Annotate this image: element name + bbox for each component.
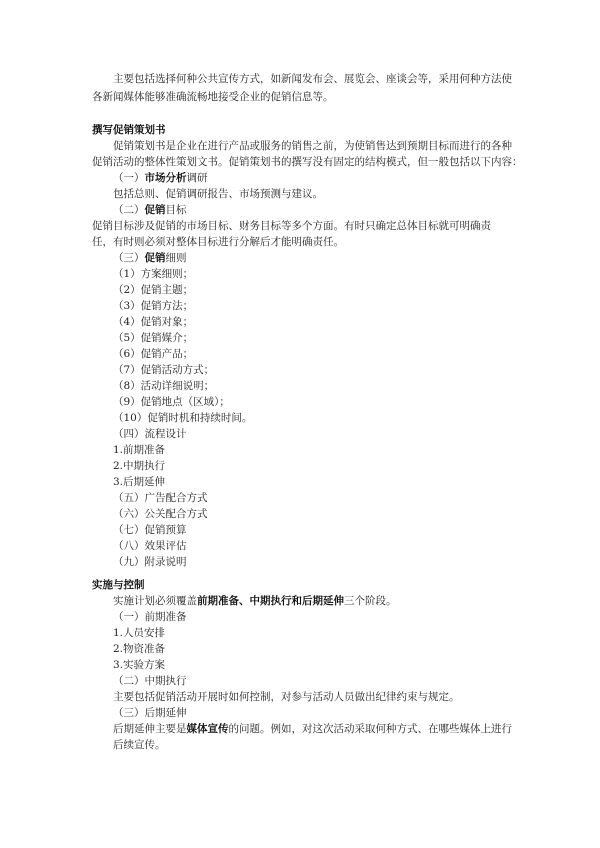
process-phase-item: 2.中期执行 (113, 460, 166, 472)
subsection-market-analysis: （一）市场分析调研 (113, 172, 208, 184)
subsection-execution: （二）中期执行 (113, 675, 187, 687)
implementation-intro: 实施计划必须覆盖前期准备、中期执行和后期延伸三个阶段。 (113, 595, 397, 607)
section-heading-implementation: 实施与控制 (92, 579, 145, 591)
extension-desc-1: 后期延伸主要是媒体宣传的问题。例如，对这次活动采取何种方式、在哪些媒体上进行 (113, 723, 512, 735)
intro-line-2: 各新闻媒体能够准确流畅地接受企业的促销信息等。 (92, 91, 334, 103)
rules-list-item: （1）方案细则； (113, 268, 194, 280)
subsection-pr: （六）公关配合方式 (113, 508, 208, 520)
preparation-item: 2.物资准备 (113, 643, 166, 655)
proposal-para-line-1: 促销策划书是企业在进行产品或服务的销售之前，为使销售达到预期目标而进行的各种 (113, 140, 512, 152)
subsection-advertising: （五）广告配合方式 (113, 492, 208, 504)
rules-list-item: （8）活动详细说明； (113, 380, 215, 392)
promotion-goal-desc-2: 任，有时则必须对整体目标进行分解后才能明确责任。 (92, 236, 344, 248)
subsection-evaluation: （八）效果评估 (113, 540, 187, 552)
rules-list-item: （10）促销时机和持续时间。 (113, 412, 253, 424)
rules-list-item: （4）促销对象； (113, 316, 194, 328)
intro-line-1: 主要包括选择何种公共宣传方式，如新闻发布会、展览会、座谈会等，采用何种方法使 (113, 73, 512, 85)
rules-list-item: （6）促销产品； (113, 348, 194, 360)
rules-list-item: （2）促销主题； (113, 284, 194, 296)
subsection-budget: （七）促销预算 (113, 524, 187, 536)
subsection-preparation: （一）前期准备 (113, 611, 187, 623)
subsection-appendix: （九）附录说明 (113, 556, 187, 568)
extension-desc-2: 后续宣传。 (113, 739, 166, 751)
rules-list-item: （9）促销地点（区域）； (113, 396, 230, 408)
rules-list-item: （5）促销媒介； (113, 332, 194, 344)
rules-list-item: （7）促销活动方式； (113, 364, 215, 376)
market-analysis-desc: 包括总则、促销调研报告、市场预测与建议。 (113, 188, 323, 200)
process-phase-item: 3.后期延伸 (113, 476, 166, 488)
preparation-item: 3.实验方案 (113, 659, 166, 671)
section-heading-proposal: 撰写促销策划书 (92, 124, 166, 136)
subsection-process-design: （四）流程设计 (113, 428, 187, 440)
process-phase-item: 1.前期准备 (113, 444, 166, 456)
rules-list-item: （3）促销方法； (113, 300, 194, 312)
preparation-item: 1.人员安排 (113, 627, 166, 639)
subsection-promotion-goal: （二）促销目标 (113, 204, 187, 216)
proposal-para-line-2: 促销活动的整体性策划文书。促销策划书的撰写没有固定的结构模式，但一般包括以下内容： (92, 156, 523, 168)
promotion-goal-desc-1: 促销目标涉及促销的市场目标、财务目标等多个方面。有时只确定总体目标就可明确责 (92, 220, 491, 232)
subsection-promotion-rules: （三）促销细则 (113, 252, 187, 264)
execution-desc: 主要包括促销活动开展时如何控制，对参与活动人员做出纪律约束与规定。 (113, 691, 460, 703)
subsection-extension: （三）后期延伸 (113, 707, 187, 719)
